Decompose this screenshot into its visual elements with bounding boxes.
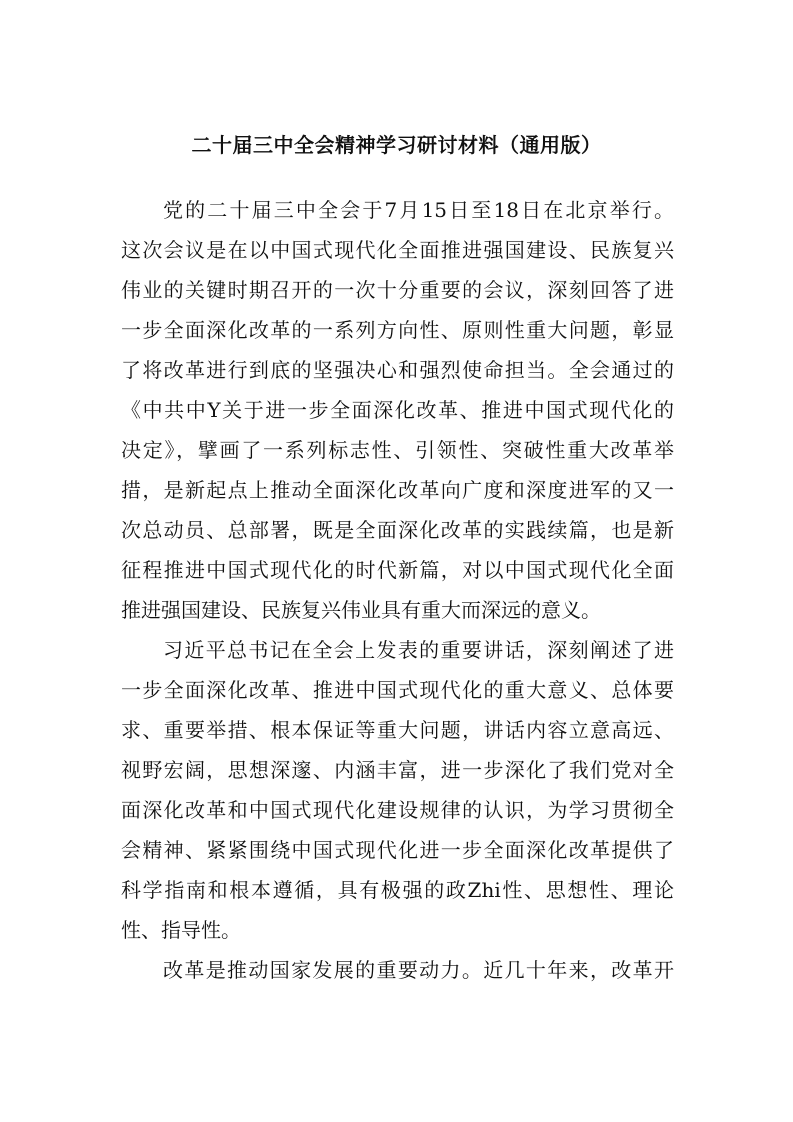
text-line: 一步全面深化改革的一系列方向性、原则性重大问题，彰显 <box>121 318 674 342</box>
text-line: 科学指南和根本遵循，具有极强的政Zhi性、思想性、理论 <box>121 878 674 902</box>
paragraph-2 <box>121 630 674 950</box>
text-line: 伟业的关键时期召开的一次十分重要的会议，深刻回答了进 <box>121 278 674 302</box>
paragraph-3 <box>121 950 674 990</box>
text-line: 习近平总书记在全会上发表的重要讲话，深刻阐述了进 <box>163 638 674 662</box>
text-line: 会精神、紧紧围绕中国式现代化进一步全面深化改革提供了 <box>121 838 674 862</box>
text-line: 性、指导性。 <box>121 918 241 942</box>
paragraph-1 <box>121 190 674 630</box>
text-line: 推进强国建设、民族复兴伟业具有重大而深远的意义。 <box>121 598 601 622</box>
text-line: 次总动员、总部署，既是全面深化改革的实践续篇，也是新 <box>121 518 674 542</box>
document-title: 二十届三中全会精神学习研讨材料（通用版） <box>191 133 602 157</box>
text-line: 征程推进中国式现代化的时代新篇，对以中国式现代化全面 <box>121 558 674 582</box>
text-line: 求、重要举措、根本保证等重大问题，讲话内容立意高远、 <box>121 718 674 742</box>
text-line: 决定》，擘画了一系列标志性、引领性、突破性重大改革举 <box>121 438 674 462</box>
text-line: 视野宏阔，思想深邃、内涵丰富，进一步深化了我们党对全 <box>121 758 674 782</box>
text-line: 《中共中Y关于进一步全面深化改革、推进中国式现代化的 <box>121 398 674 422</box>
text-line: 一步全面深化改革、推进中国式现代化的重大意义、总体要 <box>121 678 674 702</box>
text-line: 这次会议是在以中国式现代化全面推进强国建设、民族复兴 <box>121 238 674 262</box>
text-line: 改革是推动国家发展的重要动力。近几十年来，改革开 <box>163 958 674 982</box>
text-line: 党的二十届三中全会于7月15日至18日在北京举行。 <box>163 198 674 222</box>
text-line: 措，是新起点上推动全面深化改革向广度和深度进军的又一 <box>121 478 674 502</box>
text-line: 面深化改革和中国式现代化建设规律的认识，为学习贯彻全 <box>121 798 674 822</box>
text-line: 了将改革进行到底的坚强决心和强烈使命担当。全会通过的 <box>121 358 674 382</box>
document-body <box>121 190 674 990</box>
